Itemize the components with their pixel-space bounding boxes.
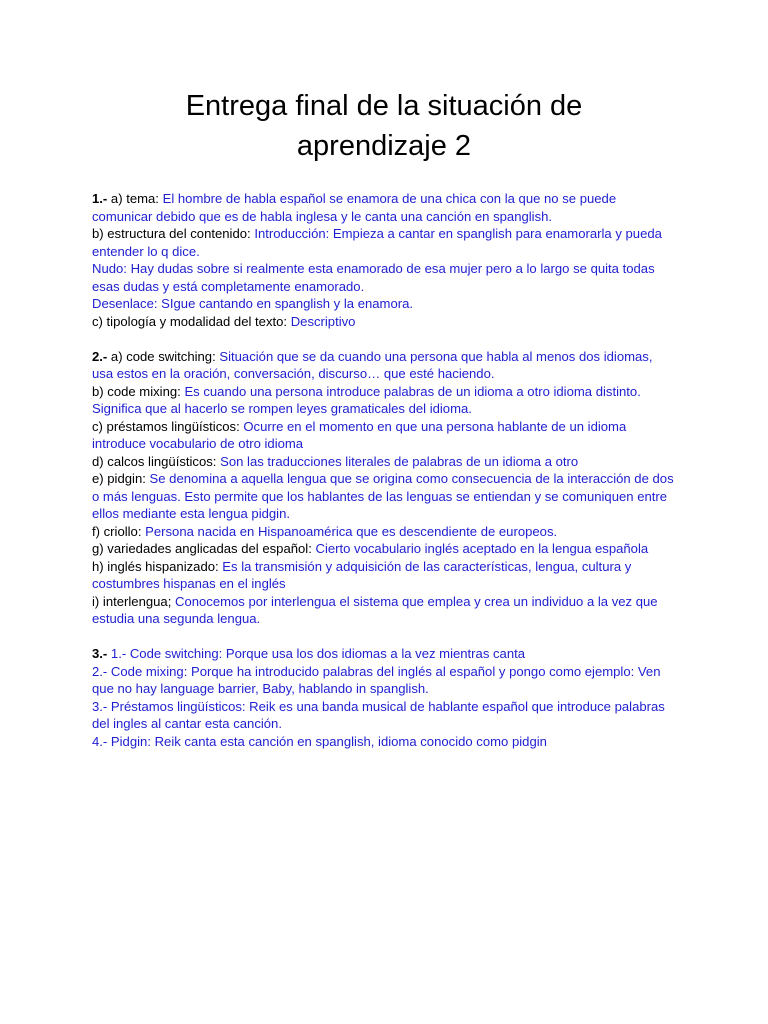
section-3 xyxy=(92,645,676,750)
item-answer: 2.- Code mixing: Porque ha introducido palabras del inglés al español y pongo como ejemplo: Ven que no hay language barrier, Baby, hablando in spanglish. xyxy=(92,663,661,696)
item-label: a) code switching: xyxy=(107,348,220,364)
section-line xyxy=(92,645,676,663)
item-label: g) variedades anglicadas del español: xyxy=(92,541,316,556)
item-answer: Nudo: Hay dudas sobre si realmente esta enamorado de esa mujer pero a lo largo se quita todas esas dudas y está completamente enamorado. xyxy=(92,261,655,294)
section-line xyxy=(92,558,676,593)
section-line xyxy=(92,663,676,698)
section-line xyxy=(92,295,676,313)
item-label: c) tipología y modalidad del texto: xyxy=(92,313,291,329)
page-title xyxy=(92,0,676,166)
document-body xyxy=(92,190,676,750)
section-line xyxy=(92,225,676,260)
section-line xyxy=(92,470,676,523)
item-label: b) estructura del contenido: xyxy=(92,226,255,241)
item-answer: Persona nacida en Hispanoamérica que es descendiente de europeos. xyxy=(145,523,558,539)
item-answer: Introducción: Empieza a cantar en spanglish para enamorarla y pueda entender lo q dice. xyxy=(92,226,662,259)
item-answer: Cierto vocabulario inglés aceptado en la lengua española xyxy=(315,541,649,556)
title-line-1: Entrega final de la situación de xyxy=(185,90,583,122)
item-answer: El hombre de habla español se enamora de una chica con la que no se puede comunicar debido que es de habla inglesa y le canta una canción en spanglish. xyxy=(92,191,617,224)
title-line-2: aprendizaje 2 xyxy=(296,130,472,162)
item-label: i) interlengua; xyxy=(92,593,175,609)
item-answer: Es cuando una persona introduce palabras de un idioma a otro idioma distinto. Significa que al hacerlo se rompen leyes gramaticales del idioma. xyxy=(92,383,641,416)
item-answer: 1.- Code switching: Porque usa los dos idiomas a la vez mientras canta xyxy=(110,646,526,661)
item-answer: Desenlace: SIgue cantando en spanglish y la enamora. xyxy=(92,296,414,311)
section-line xyxy=(92,453,676,471)
item-label: f) criollo: xyxy=(92,523,146,539)
section-line xyxy=(92,190,676,225)
item-label: d) calcos lingüísticos: xyxy=(92,453,221,469)
section-line xyxy=(92,313,676,331)
item-answer: Ocurre en el momento en que una persona hablante de un idioma introduce vocabulario de otro idioma xyxy=(92,418,627,451)
item-answer: 3.- Préstamos lingüísticos: Reik es una banda musical de hablante español que introduce palabras del ingles al cantar esta canción. xyxy=(92,698,665,731)
item-label: h) inglés hispanizado: xyxy=(92,558,223,574)
section-line xyxy=(92,540,676,558)
section-line xyxy=(92,523,676,541)
item-label: c) préstamos lingüísticos: xyxy=(92,418,244,434)
section-line xyxy=(92,733,676,751)
section-line xyxy=(92,593,676,628)
section-line xyxy=(92,260,676,295)
item-answer: Descriptivo xyxy=(290,313,356,329)
item-label: a) tema: xyxy=(107,191,163,206)
item-label: e) pidgin: xyxy=(92,471,150,486)
item-answer: Son las traducciones literales de palabras de un idioma a otro xyxy=(220,453,579,469)
section-number: 1.- xyxy=(92,191,108,206)
item-answer: 4.- Pidgin: Reik canta esta canción en spanglish, idioma conocido como pidgin xyxy=(92,733,547,749)
item-answer: Es la transmisión y adquisición de las características, lengua, cultura y costumbres hispanas en el inglés xyxy=(92,558,632,591)
section-line xyxy=(92,418,676,453)
item-answer: Situación que se da cuando una persona que habla al menos dos idiomas, usa estos en la oración, conversación, discurso… que esté haciendo. xyxy=(92,348,653,381)
section-2 xyxy=(92,348,676,628)
section-number: 2.- xyxy=(92,348,108,364)
section-number: 3.- xyxy=(92,646,108,661)
section-1 xyxy=(92,190,676,330)
section-line xyxy=(92,348,676,383)
section-line xyxy=(92,383,676,418)
item-answer: Se denomina a aquella lengua que se origina como consecuencia de la interacción de dos o más lenguas. Esto permite que los hablantes de las lenguas se entiendan y se comuniquen entre ellos mediante esta lengua pidgin. xyxy=(92,471,674,521)
item-label: b) code mixing: xyxy=(92,383,185,399)
item-answer: Conocemos por interlengua el sistema que emplea y crea un individuo a la vez que estudia una segunda lengua. xyxy=(92,593,658,626)
section-line xyxy=(92,698,676,733)
